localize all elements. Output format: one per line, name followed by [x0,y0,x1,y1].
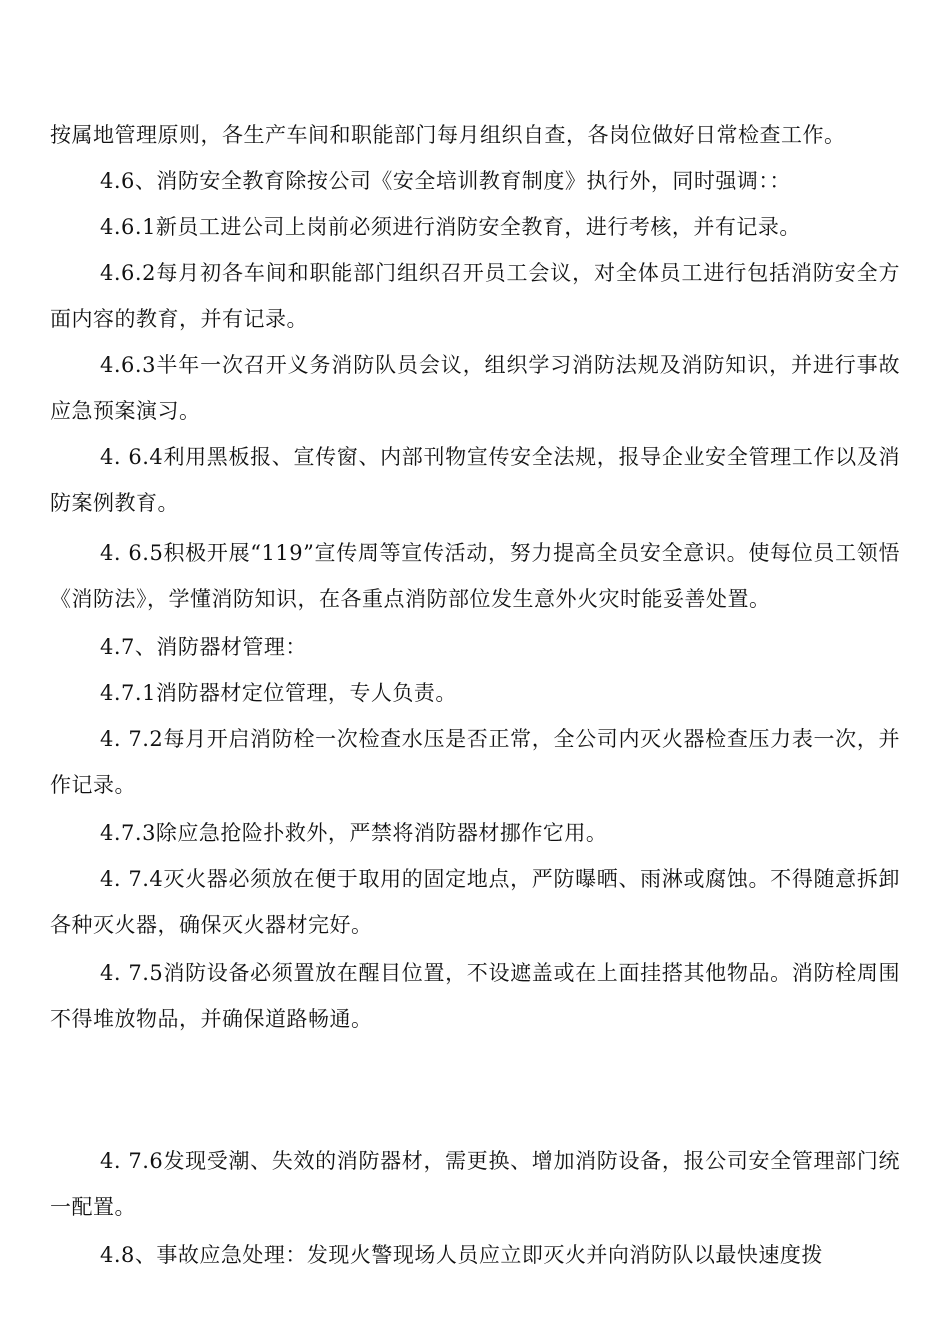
paragraph-4-8: 4.8、事故应急处理：发现火警现场人员应立即灭火并向消防队以最快速度拨 [100,1243,823,1267]
paragraph-inspection-principle: 按属地管理原则，各生产车间和职能部门每月组织自查，各岗位做好日常检查工作。 [50,123,846,147]
paragraph-4-7-3: 4.7.3除应急抢险扑救外，严禁将消防器材挪作它用。 [100,821,608,845]
paragraph-4-6-3: 4.6.3半年一次召开义务消防队员会议，组织学习消防法规及消防知识，并进行事故应急预案演习。 [50,353,900,423]
paragraph-4-6-2: 4.6.2每月初各车间和职能部门组织召开员工会议，对全体员工进行包括消防安全方面内容的教育，并有记录。 [50,261,900,331]
paragraph-4-6-1: 4.6.1新员工进公司上岗前必须进行消防安全教育，进行考核，并有记录。 [100,215,801,239]
paragraph-4-7-5: 4. 7.5消防设备必须置放在醒目位置，不设遮盖或在上面挂搭其他物品。消防栓周围不得堆放物品，并确保道路畅通。 [50,961,900,1031]
paragraph-4-7: 4.7、消防器材管理： [100,635,307,659]
paragraph-4-6: 4.6、消防安全教育除按公司《安全培训教育制度》执行外，同时强调：： [100,169,791,193]
paragraph-4-6-4: 4. 6.4利用黑板报、宣传窗、内部刊物宣传安全法规，报导企业安全管理工作以及消防案例教育。 [50,445,900,515]
paragraph-4-7-2: 4. 7.2每月开启消防栓一次检查水压是否正常，全公司内灭火器检查压力表一次，并作记录。 [50,727,900,797]
paragraph-4-7-4: 4. 7.4灭火器必须放在便于取用的固定地点，严防曝晒、雨淋或腐蚀。不得随意拆卸各种灭火器，确保灭火器材完好。 [50,867,900,937]
paragraph-4-6-5: 4. 6.5积极开展“119”宣传周等宣传活动，努力提高全员安全意识。使每位员工领悟《消防法》，学懂消防知识，在各重点消防部位发生意外火灾时能妥善处置。 [50,541,900,611]
paragraph-4-7-1: 4.7.1消防器材定位管理，专人负责。 [100,681,457,705]
paragraph-4-7-6: 4. 7.6发现受潮、失效的消防器材，需更换、增加消防设备，报公司安全管理部门统一配置。 [50,1149,900,1219]
